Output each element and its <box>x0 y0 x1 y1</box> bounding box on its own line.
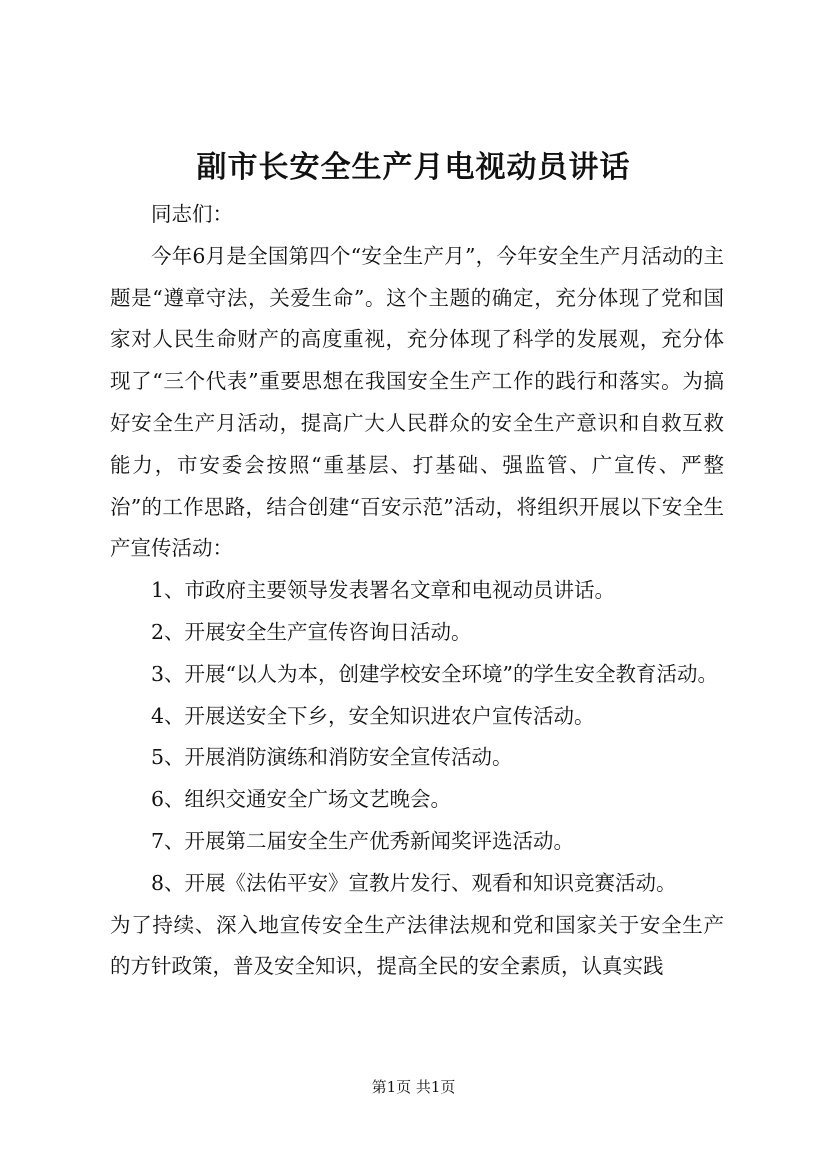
document-body <box>110 194 724 988</box>
list-item: 6、组织交通安全广场文艺晚会。 <box>151 787 452 812</box>
page-number-footer: 第1页 共1页 <box>371 1078 456 1096</box>
list-item: 8、开展《法佑平安》宣教片发行、观看和知识竞赛活动。 <box>151 870 677 895</box>
intro-paragraph: 今年6月是全国第四个“安全生产月”，今年安全生产月活动的主题是“遵章守法，关爱生命”。这个主题的确定，充分体现了党和国家对人民生命财产的高度重视，充分体现了科学的发展观，充分体现了“三个代表”重要思想在我国安全生产工作的践行和落实。为搞好安全生产月活动，提高广大人民群众的安全生产意识和自救互救能力，市安委会按照“重基层、打基础、强监管、广宣传、严整治”的工作思路，结合创建“百安示范”活动，将组织开展以下安全生产宣传活动： <box>110 243 724 561</box>
list-item: 2、开展安全生产宣传咨询日活动。 <box>151 619 472 644</box>
salutation: 同志们： <box>151 202 233 226</box>
list-item: 4、开展送安全下乡，安全知识进农户宣传活动。 <box>151 703 595 728</box>
document-title: 副市长安全生产月电视动员讲话 <box>196 150 631 185</box>
list-item: 1、市政府主要领导发表署名文章和电视动员讲话。 <box>151 578 616 603</box>
list-item: 3、开展“以人为本，创建学校安全环境”的学生安全教育活动。 <box>151 661 719 686</box>
list-item: 5、开展消防演练和消防安全宣传活动。 <box>151 745 513 770</box>
closing-paragraph: 为了持续、深入地宣传安全生产法律法规和党和国家关于安全生产的方针政策，普及安全知识，提高全民的安全素质，认真实践 <box>110 912 724 979</box>
list-item: 7、开展第二届安全生产优秀新闻奖评选活动。 <box>151 828 575 853</box>
